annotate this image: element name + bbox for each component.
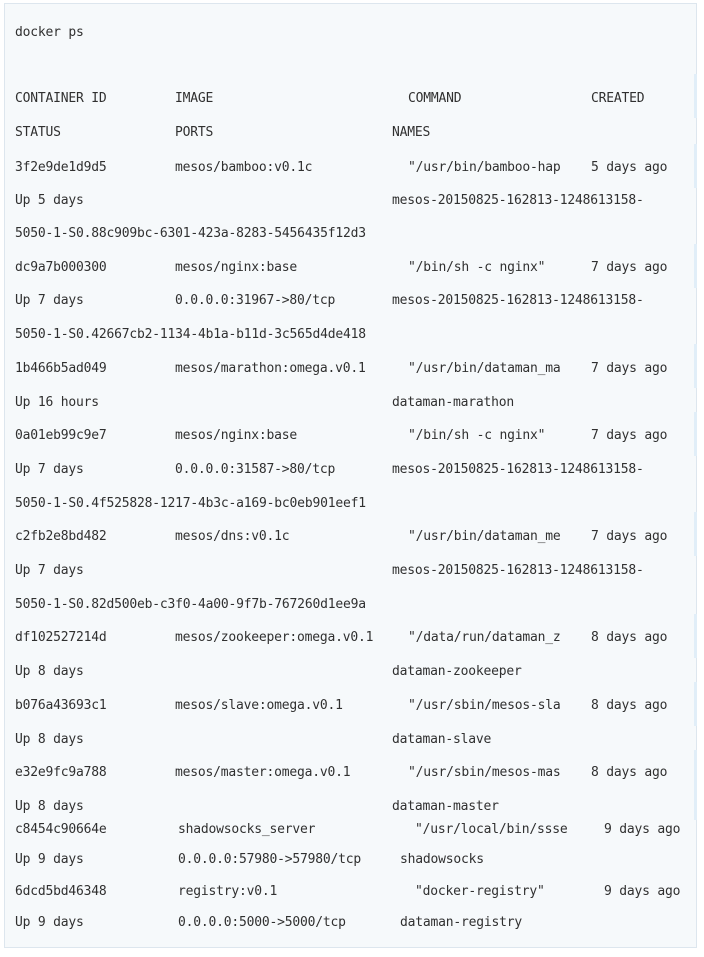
- container-id: e32e9fc9a788: [15, 765, 107, 780]
- container-command: "/data/run/dataman_z: [408, 630, 561, 645]
- container-status: Up 5 days: [15, 193, 84, 208]
- container-command: "/usr/bin/bamboo-hap: [408, 160, 561, 175]
- container-ports: 0.0.0.0:31587->80/tcp: [175, 462, 336, 477]
- container-names: dataman-master: [392, 799, 499, 814]
- header-names: NAMES: [392, 125, 431, 140]
- container-id: 3f2e9de1d9d5: [15, 160, 107, 175]
- container-status: Up 7 days: [15, 563, 84, 578]
- container-created: 9 days ago: [604, 822, 681, 837]
- container-id: 1b466b5ad049: [15, 361, 107, 376]
- container-ports: 0.0.0.0:57980->57980/tcp: [178, 852, 362, 867]
- container-id: b076a43693c1: [15, 698, 107, 713]
- shell-command: docker ps: [15, 25, 84, 40]
- container-command: "/usr/bin/dataman_me: [408, 529, 561, 544]
- container-command: "/bin/sh -c nginx": [408, 428, 546, 443]
- container-created: 7 days ago: [591, 260, 668, 275]
- container-status: Up 7 days: [15, 462, 84, 477]
- container-ports: 0.0.0.0:5000->5000/tcp: [178, 915, 346, 930]
- container-names: mesos-20150825-162813-1248613158-: [392, 293, 644, 308]
- container-status: Up 7 days: [15, 293, 84, 308]
- container-command: "/usr/local/bin/ssse: [415, 822, 568, 837]
- container-image: mesos/slave:omega.v0.1: [175, 698, 343, 713]
- container-status: Up 8 days: [15, 664, 84, 679]
- header-created: CREATED: [591, 91, 645, 106]
- code-block-edge: [694, 750, 697, 820]
- container-id: c8454c90664e: [15, 822, 107, 837]
- header-ports: PORTS: [175, 125, 214, 140]
- container-image: mesos/dns:v0.1c: [175, 529, 290, 544]
- container-id: 0a01eb99c9e7: [15, 428, 107, 443]
- container-names: shadowsocks: [400, 852, 484, 867]
- container-names: mesos-20150825-162813-1248613158-: [392, 193, 644, 208]
- container-names: dataman-zookeeper: [392, 664, 522, 679]
- container-image: mesos/master:omega.v0.1: [175, 765, 351, 780]
- container-status: Up 9 days: [15, 915, 84, 930]
- container-created: 7 days ago: [591, 529, 668, 544]
- container-created: 8 days ago: [591, 630, 668, 645]
- container-status: Up 9 days: [15, 852, 84, 867]
- container-names-cont: 5050-1-S0.82d500eb-c3f0-4a00-9f7b-767260d1ee9a: [15, 597, 366, 612]
- container-names-cont: 5050-1-S0.88c909bc-6301-423a-8283-5456435f12d3: [15, 226, 366, 241]
- container-created: 8 days ago: [591, 765, 668, 780]
- code-block-edge: [694, 614, 697, 658]
- container-status: Up 8 days: [15, 799, 84, 814]
- header-image: IMAGE: [175, 91, 214, 106]
- container-names-cont: 5050-1-S0.42667cb2-1134-4b1a-b11d-3c565d4de418: [15, 327, 366, 342]
- container-image: mesos/nginx:base: [175, 428, 298, 443]
- container-command: "/usr/sbin/mesos-mas: [408, 765, 561, 780]
- container-names: dataman-marathon: [392, 395, 515, 410]
- code-block-edge: [694, 682, 697, 726]
- header-container-id: CONTAINER ID: [15, 91, 107, 106]
- container-id: dc9a7b000300: [15, 260, 107, 275]
- header-status: STATUS: [15, 125, 61, 140]
- container-command: "docker-registry": [415, 884, 545, 899]
- code-block-edge: [694, 344, 697, 388]
- container-id: c2fb2e8bd482: [15, 529, 107, 544]
- container-names: dataman-slave: [392, 732, 492, 747]
- code-block-edge: [694, 244, 697, 288]
- container-image: registry:v0.1: [178, 884, 278, 899]
- container-created: 7 days ago: [591, 361, 668, 376]
- container-image: mesos/bamboo:v0.1c: [175, 160, 313, 175]
- container-id: df102527214d: [15, 630, 107, 645]
- container-image: mesos/marathon:omega.v0.1: [175, 361, 366, 376]
- code-block-edge: [694, 144, 697, 188]
- code-block-edge: [694, 412, 697, 456]
- container-image: shadowsocks_server: [178, 822, 316, 837]
- container-id: 6dcd5bd46348: [15, 884, 107, 899]
- container-status: Up 8 days: [15, 732, 84, 747]
- header-command: COMMAND: [408, 91, 462, 106]
- container-command: "/usr/bin/dataman_ma: [408, 361, 561, 376]
- container-command: "/usr/sbin/mesos-sla: [408, 698, 561, 713]
- container-command: "/bin/sh -c nginx": [408, 260, 546, 275]
- container-created: 8 days ago: [591, 698, 668, 713]
- code-block-edge: [694, 74, 697, 118]
- container-created: 5 days ago: [591, 160, 668, 175]
- container-image: mesos/nginx:base: [175, 260, 298, 275]
- container-status: Up 16 hours: [15, 395, 99, 410]
- code-block-edge: [694, 512, 697, 556]
- container-names: dataman-registry: [400, 915, 523, 930]
- container-created: 7 days ago: [591, 428, 668, 443]
- container-names: mesos-20150825-162813-1248613158-: [392, 563, 644, 578]
- container-names-cont: 5050-1-S0.4f525828-1217-4b3c-a169-bc0eb901eef1: [15, 496, 366, 511]
- container-names: mesos-20150825-162813-1248613158-: [392, 462, 644, 477]
- container-created: 9 days ago: [604, 884, 681, 899]
- container-ports: 0.0.0.0:31967->80/tcp: [175, 293, 336, 308]
- container-image: mesos/zookeeper:omega.v0.1: [175, 630, 374, 645]
